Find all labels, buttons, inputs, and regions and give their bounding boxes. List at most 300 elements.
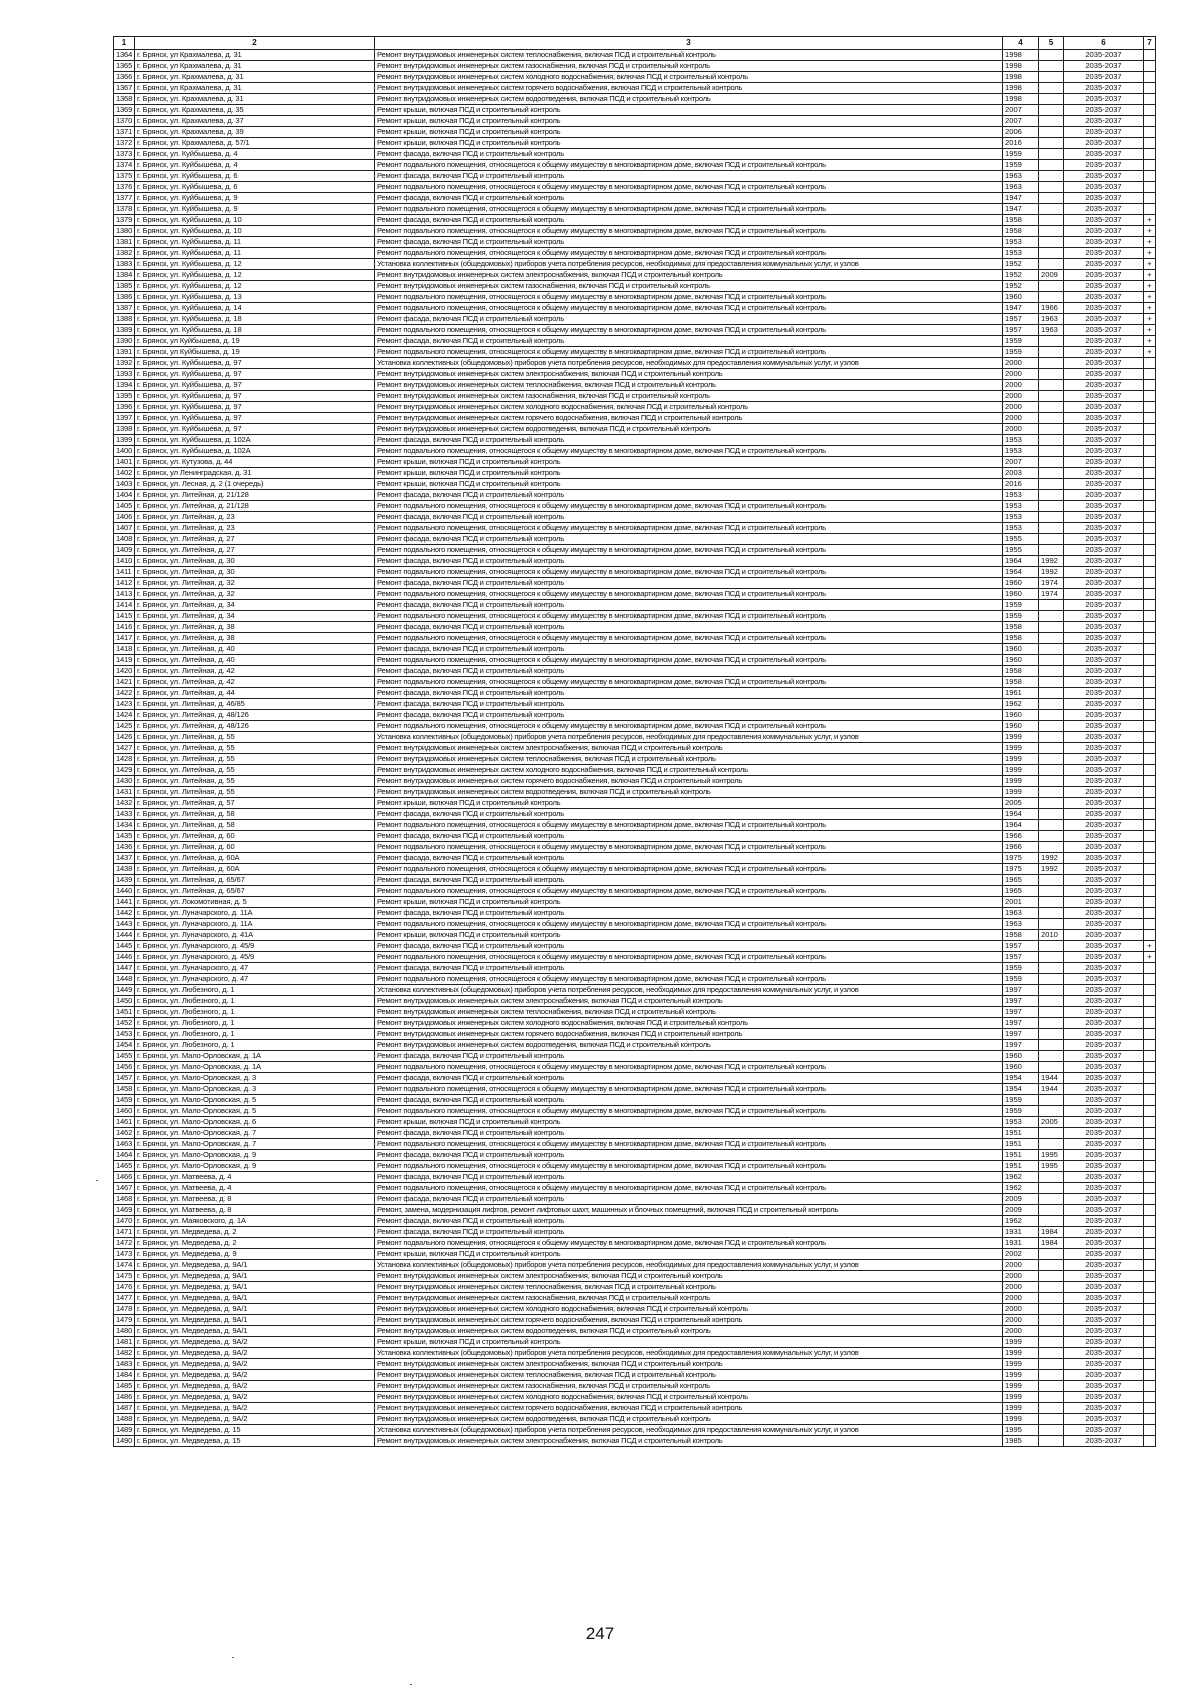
address-cell: г. Брянск, ул. Куйбышева, д. 97 [135, 380, 375, 391]
row-number-cell: 1485 [114, 1381, 135, 1392]
work-description-cell: Ремонт внутридомовых инженерных систем горячего водоснабжения, включая ПСД и строительный контроль [375, 1029, 1003, 1040]
table-row [114, 193, 1156, 204]
mark-cell [1144, 1315, 1156, 1326]
renovation-year-cell [1039, 655, 1064, 666]
address-cell: г. Брянск, ул. Литейная, д. 60 [135, 842, 375, 853]
renovation-year-cell [1039, 688, 1064, 699]
work-description-cell: Ремонт крыши, включая ПСД и строительный контроль [375, 1249, 1003, 1260]
row-number-cell: 1436 [114, 842, 135, 853]
address-cell: г. Брянск, ул. Куйбышева, д. 97 [135, 358, 375, 369]
planned-period-cell: 2035-2037 [1064, 1436, 1144, 1447]
renovation-year-cell [1039, 952, 1064, 963]
row-number-cell: 1462 [114, 1128, 135, 1139]
table-row [114, 1436, 1156, 1447]
address-cell: г. Брянск, ул. Литейная, д. 32 [135, 589, 375, 600]
address-cell: г. Брянск, ул. Куйбышева, д. 102А [135, 435, 375, 446]
work-description-cell: Ремонт фасада, включая ПСД и строительный контроль [375, 710, 1003, 721]
work-description-cell: Ремонт фасада, включая ПСД и строительный контроль [375, 578, 1003, 589]
build-year-cell: 1962 [1003, 1216, 1039, 1227]
build-year-cell: 1959 [1003, 160, 1039, 171]
address-cell: г. Брянск, ул. Медведева, д. 15 [135, 1425, 375, 1436]
work-description-cell: Ремонт внутридомовых инженерных систем холодного водоснабжения, включая ПСД и строительный контроль [375, 72, 1003, 83]
mark-cell [1144, 1238, 1156, 1249]
work-description-cell: Ремонт подвального помещения, относящегося к общему имуществу в многоквартирном доме, включая ПСД и строительный контроль [375, 820, 1003, 831]
planned-period-cell: 2035-2037 [1064, 61, 1144, 72]
build-year-cell: 2007 [1003, 457, 1039, 468]
planned-period-cell: 2035-2037 [1064, 369, 1144, 380]
mark-cell [1144, 732, 1156, 743]
row-number-cell: 1490 [114, 1436, 135, 1447]
work-description-cell: Ремонт подвального помещения, относящегося к общему имуществу в многоквартирном доме, включая ПСД и строительный контроль [375, 347, 1003, 358]
address-cell: г. Брянск, ул. Куйбышева, д. 6 [135, 182, 375, 193]
renovation-year-cell: 2010 [1039, 930, 1064, 941]
build-year-cell: 1947 [1003, 303, 1039, 314]
address-cell: г. Брянск, ул. Куйбышева, д. 12 [135, 270, 375, 281]
planned-period-cell: 2035-2037 [1064, 215, 1144, 226]
mark-cell [1144, 1007, 1156, 1018]
table-row [114, 556, 1156, 567]
build-year-cell: 1953 [1003, 248, 1039, 259]
work-description-cell: Ремонт фасада, включая ПСД и строительный контроль [375, 941, 1003, 952]
mark-cell: + [1144, 941, 1156, 952]
renovation-year-cell [1039, 369, 1064, 380]
address-cell: г. Брянск, ул. Любезного, д. 1 [135, 996, 375, 1007]
planned-period-cell: 2035-2037 [1064, 556, 1144, 567]
build-year-cell: 1953 [1003, 501, 1039, 512]
work-description-cell: Установка коллективных (общедомовых) приборов учета потребления ресурсов, необходимых для предоставления коммунальных услуг, и узлов [375, 1260, 1003, 1271]
renovation-year-cell: 1963 [1039, 325, 1064, 336]
renovation-year-cell: 1984 [1039, 1227, 1064, 1238]
table-row [114, 985, 1156, 996]
mark-cell [1144, 1370, 1156, 1381]
mark-cell [1144, 160, 1156, 171]
renovation-year-cell: 1992 [1039, 567, 1064, 578]
build-year-cell: 1964 [1003, 556, 1039, 567]
renovation-year-cell [1039, 1205, 1064, 1216]
address-cell: г. Брянск, ул. Маяковского, д. 1А [135, 1216, 375, 1227]
renovation-year-cell [1039, 1425, 1064, 1436]
mark-cell [1144, 1260, 1156, 1271]
build-year-cell: 2000 [1003, 391, 1039, 402]
mark-cell [1144, 1084, 1156, 1095]
row-number-cell: 1408 [114, 534, 135, 545]
table-row [114, 1315, 1156, 1326]
row-number-cell: 1456 [114, 1062, 135, 1073]
address-cell: г. Брянск, ул. Медведева, д. 9А/1 [135, 1260, 375, 1271]
table-row [114, 776, 1156, 787]
work-description-cell: Ремонт подвального помещения, относящегося к общему имуществу в многоквартирном доме, включая ПСД и строительный контроль [375, 974, 1003, 985]
work-description-cell: Ремонт фасада, включая ПСД и строительный контроль [375, 193, 1003, 204]
build-year-cell: 1960 [1003, 589, 1039, 600]
row-number-cell: 1413 [114, 589, 135, 600]
address-cell: г. Брянск, ул. Литейная, д. 55 [135, 787, 375, 798]
mark-cell [1144, 369, 1156, 380]
build-year-cell: 1962 [1003, 1183, 1039, 1194]
table-row [114, 1150, 1156, 1161]
address-cell: г. Брянск, ул. Литейная, д. 55 [135, 765, 375, 776]
planned-period-cell: 2035-2037 [1064, 413, 1144, 424]
address-cell: г. Брянск, ул. Куйбышева, д. 18 [135, 325, 375, 336]
row-number-cell: 1369 [114, 105, 135, 116]
mark-cell [1144, 1183, 1156, 1194]
build-year-cell: 1953 [1003, 446, 1039, 457]
mark-cell [1144, 1436, 1156, 1447]
table-row [114, 677, 1156, 688]
work-description-cell: Ремонт внутридомовых инженерных систем горячего водоснабжения, включая ПСД и строительный контроль [375, 776, 1003, 787]
row-number-cell: 1374 [114, 160, 135, 171]
work-description-cell: Ремонт фасада, включая ПСД и строительный контроль [375, 622, 1003, 633]
work-description-cell: Ремонт фасада, включая ПСД и строительный контроль [375, 512, 1003, 523]
row-number-cell: 1442 [114, 908, 135, 919]
row-number-cell: 1484 [114, 1370, 135, 1381]
row-number-cell: 1441 [114, 897, 135, 908]
mark-cell [1144, 611, 1156, 622]
work-description-cell: Ремонт внутридомовых инженерных систем газоснабжения, включая ПСД и строительный контроль [375, 1381, 1003, 1392]
address-cell: г. Брянск, ул. Луначарского, д. 11А [135, 919, 375, 930]
row-number-cell: 1378 [114, 204, 135, 215]
work-description-cell: Ремонт фасада, включая ПСД и строительный контроль [375, 215, 1003, 226]
renovation-year-cell [1039, 512, 1064, 523]
renovation-year-cell [1039, 83, 1064, 94]
mark-cell [1144, 787, 1156, 798]
address-cell: г. Брянск, ул. Мало-Орловская, д. 5 [135, 1106, 375, 1117]
mark-cell [1144, 776, 1156, 787]
table-row [114, 259, 1156, 270]
row-number-cell: 1449 [114, 985, 135, 996]
work-description-cell: Ремонт подвального помещения, относящегося к общему имуществу в многоквартирном доме, включая ПСД и строительный контроль [375, 919, 1003, 930]
work-description-cell: Ремонт внутридомовых инженерных систем электроснабжения, включая ПСД и строительный контроль [375, 1436, 1003, 1447]
address-cell: г. Брянск, ул. Куйбышева, д. 4 [135, 160, 375, 171]
mark-cell [1144, 1095, 1156, 1106]
mark-cell [1144, 413, 1156, 424]
table-row [114, 347, 1156, 358]
row-number-cell: 1380 [114, 226, 135, 237]
work-description-cell: Ремонт подвального помещения, относящегося к общему имуществу в многоквартирном доме, включая ПСД и строительный контроль [375, 1139, 1003, 1150]
row-number-cell: 1464 [114, 1150, 135, 1161]
mark-cell [1144, 897, 1156, 908]
mark-cell [1144, 1040, 1156, 1051]
row-number-cell: 1452 [114, 1018, 135, 1029]
work-description-cell: Ремонт внутридомовых инженерных систем газоснабжения, включая ПСД и строительный контроль [375, 391, 1003, 402]
row-number-cell: 1433 [114, 809, 135, 820]
planned-period-cell: 2035-2037 [1064, 226, 1144, 237]
planned-period-cell: 2035-2037 [1064, 941, 1144, 952]
row-number-cell: 1400 [114, 446, 135, 457]
work-description-cell: Ремонт подвального помещения, относящегося к общему имуществу в многоквартирном доме, включая ПСД и строительный контроль [375, 248, 1003, 259]
build-year-cell: 1999 [1003, 1370, 1039, 1381]
planned-period-cell: 2035-2037 [1064, 1040, 1144, 1051]
row-number-cell: 1430 [114, 776, 135, 787]
renovation-year-cell [1039, 963, 1064, 974]
renovation-year-cell [1039, 215, 1064, 226]
row-number-cell: 1438 [114, 864, 135, 875]
build-year-cell: 1951 [1003, 1128, 1039, 1139]
work-description-cell: Ремонт фасада, включая ПСД и строительный контроль [375, 1051, 1003, 1062]
row-number-cell: 1387 [114, 303, 135, 314]
row-number-cell: 1396 [114, 402, 135, 413]
mark-cell [1144, 1282, 1156, 1293]
mark-cell: + [1144, 292, 1156, 303]
table-row [114, 1425, 1156, 1436]
table-row [114, 743, 1156, 754]
row-number-cell: 1483 [114, 1359, 135, 1370]
table-row [114, 567, 1156, 578]
row-number-cell: 1425 [114, 721, 135, 732]
table-row [114, 1271, 1156, 1282]
work-description-cell: Ремонт подвального помещения, относящегося к общему имуществу в многоквартирном доме, включая ПСД и строительный контроль [375, 589, 1003, 600]
mark-cell [1144, 864, 1156, 875]
table-row [114, 1326, 1156, 1337]
table-row [114, 138, 1156, 149]
mark-cell [1144, 391, 1156, 402]
planned-period-cell: 2035-2037 [1064, 314, 1144, 325]
build-year-cell: 1961 [1003, 688, 1039, 699]
build-year-cell: 1959 [1003, 611, 1039, 622]
build-year-cell: 1951 [1003, 1150, 1039, 1161]
work-description-cell: Ремонт подвального помещения, относящегося к общему имуществу в многоквартирном доме, включая ПСД и строительный контроль [375, 567, 1003, 578]
address-cell: г. Брянск, ул. Медведева, д. 9А/2 [135, 1370, 375, 1381]
work-description-cell: Ремонт подвального помещения, относящегося к общему имуществу в многоквартирном доме, включая ПСД и строительный контроль [375, 160, 1003, 171]
table-row [114, 1029, 1156, 1040]
mark-cell [1144, 50, 1156, 61]
row-number-cell: 1445 [114, 941, 135, 952]
renovation-year-cell [1039, 908, 1064, 919]
table-row [114, 94, 1156, 105]
address-cell: г. Брянск, ул. Литейная, д. 60 [135, 831, 375, 842]
build-year-cell: 1997 [1003, 996, 1039, 1007]
row-number-cell: 1437 [114, 853, 135, 864]
row-number-cell: 1477 [114, 1293, 135, 1304]
table-row [114, 1139, 1156, 1150]
table-row [114, 1359, 1156, 1370]
planned-period-cell: 2035-2037 [1064, 1414, 1144, 1425]
address-cell: г. Брянск, ул. Литейная, д. 48/126 [135, 721, 375, 732]
table-row [114, 963, 1156, 974]
mark-cell [1144, 963, 1156, 974]
table-row [114, 1304, 1156, 1315]
work-description-cell: Ремонт внутридомовых инженерных систем горячего водоснабжения, включая ПСД и строительный контроль [375, 413, 1003, 424]
table-row [114, 1062, 1156, 1073]
table-row [114, 1194, 1156, 1205]
table-row [114, 589, 1156, 600]
renovation-year-cell [1039, 886, 1064, 897]
mark-cell [1144, 457, 1156, 468]
table-row [114, 1161, 1156, 1172]
planned-period-cell: 2035-2037 [1064, 1128, 1144, 1139]
address-cell: г. Брянск, ул. Литейная, д. 65/67 [135, 875, 375, 886]
address-cell: г. Брянск, ул. Куйбышева, д. 10 [135, 226, 375, 237]
planned-period-cell: 2035-2037 [1064, 1348, 1144, 1359]
renovation-year-cell: 2005 [1039, 1117, 1064, 1128]
build-year-cell: 1998 [1003, 61, 1039, 72]
build-year-cell: 1953 [1003, 1117, 1039, 1128]
build-year-cell: 2002 [1003, 1249, 1039, 1260]
work-description-cell: Ремонт фасада, включая ПСД и строительный контроль [375, 809, 1003, 820]
work-description-cell: Ремонт крыши, включая ПСД и строительный контроль [375, 1337, 1003, 1348]
row-number-cell: 1365 [114, 61, 135, 72]
build-year-cell: 1958 [1003, 666, 1039, 677]
row-number-cell: 1431 [114, 787, 135, 798]
work-description-cell: Ремонт внутридомовых инженерных систем водоотведения, включая ПСД и строительный контроль [375, 424, 1003, 435]
build-year-cell: 1959 [1003, 600, 1039, 611]
table-row [114, 1337, 1156, 1348]
build-year-cell: 1959 [1003, 963, 1039, 974]
build-year-cell: 2000 [1003, 1293, 1039, 1304]
planned-period-cell: 2035-2037 [1064, 468, 1144, 479]
row-number-cell: 1409 [114, 545, 135, 556]
work-description-cell: Ремонт крыши, включая ПСД и строительный контроль [375, 457, 1003, 468]
address-cell: г. Брянск, ул. Литейная, д. 57 [135, 798, 375, 809]
build-year-cell: 2000 [1003, 369, 1039, 380]
row-number-cell: 1476 [114, 1282, 135, 1293]
mark-cell [1144, 1117, 1156, 1128]
table-row [114, 490, 1156, 501]
row-number-cell: 1474 [114, 1260, 135, 1271]
row-number-cell: 1410 [114, 556, 135, 567]
renovation-year-cell [1039, 1139, 1064, 1150]
row-number-cell: 1455 [114, 1051, 135, 1062]
mark-cell [1144, 699, 1156, 710]
mark-cell [1144, 138, 1156, 149]
renovation-year-cell [1039, 204, 1064, 215]
renovation-year-cell [1039, 1381, 1064, 1392]
planned-period-cell: 2035-2037 [1064, 567, 1144, 578]
mark-cell [1144, 721, 1156, 732]
table-row [114, 809, 1156, 820]
renovation-year-cell [1039, 787, 1064, 798]
table-row [114, 578, 1156, 589]
table-row [114, 1205, 1156, 1216]
address-cell: г. Брянск, ул. Луначарского, д. 47 [135, 974, 375, 985]
build-year-cell: 1959 [1003, 347, 1039, 358]
renovation-year-cell [1039, 281, 1064, 292]
planned-period-cell: 2035-2037 [1064, 105, 1144, 116]
renovation-year-cell [1039, 985, 1064, 996]
planned-period-cell: 2035-2037 [1064, 666, 1144, 677]
table-row [114, 226, 1156, 237]
mark-cell [1144, 622, 1156, 633]
work-description-cell: Ремонт крыши, включая ПСД и строительный контроль [375, 479, 1003, 490]
renovation-year-cell [1039, 501, 1064, 512]
build-year-cell: 1958 [1003, 226, 1039, 237]
mark-cell: + [1144, 270, 1156, 281]
row-number-cell: 1457 [114, 1073, 135, 1084]
planned-period-cell: 2035-2037 [1064, 149, 1144, 160]
table-row [114, 1051, 1156, 1062]
build-year-cell: 1953 [1003, 237, 1039, 248]
build-year-cell: 1952 [1003, 281, 1039, 292]
work-description-cell: Ремонт фасада, включая ПСД и строительный контроль [375, 1095, 1003, 1106]
renovation-year-cell [1039, 721, 1064, 732]
build-year-cell: 1955 [1003, 545, 1039, 556]
planned-period-cell: 2035-2037 [1064, 50, 1144, 61]
mark-cell [1144, 809, 1156, 820]
table-row [114, 974, 1156, 985]
address-cell: г. Брянск, ул. Крахмалева, д. 31 [135, 94, 375, 105]
planned-period-cell: 2035-2037 [1064, 1370, 1144, 1381]
planned-period-cell: 2035-2037 [1064, 534, 1144, 545]
renovation-year-cell [1039, 633, 1064, 644]
work-description-cell: Ремонт внутридомовых инженерных систем водоотведения, включая ПСД и строительный контроль [375, 94, 1003, 105]
work-description-cell: Ремонт внутридомовых инженерных систем электроснабжения, включая ПСД и строительный контроль [375, 1271, 1003, 1282]
renovation-year-cell [1039, 259, 1064, 270]
mark-cell: + [1144, 303, 1156, 314]
row-number-cell: 1414 [114, 600, 135, 611]
work-description-cell: Ремонт фасада, включая ПСД и строительный контроль [375, 556, 1003, 567]
planned-period-cell: 2035-2037 [1064, 1326, 1144, 1337]
table-row [114, 875, 1156, 886]
address-cell: г. Брянск, ул. Мало-Орловская, д. 7 [135, 1128, 375, 1139]
build-year-cell: 1997 [1003, 985, 1039, 996]
mark-cell [1144, 567, 1156, 578]
mark-cell [1144, 1425, 1156, 1436]
build-year-cell: 1953 [1003, 435, 1039, 446]
work-description-cell: Ремонт внутридомовых инженерных систем теплоснабжения, включая ПСД и строительный контроль [375, 754, 1003, 765]
build-year-cell: 1947 [1003, 204, 1039, 215]
planned-period-cell: 2035-2037 [1064, 996, 1144, 1007]
build-year-cell: 1957 [1003, 314, 1039, 325]
build-year-cell: 1953 [1003, 490, 1039, 501]
renovation-year-cell [1039, 1414, 1064, 1425]
build-year-cell: 1999 [1003, 1359, 1039, 1370]
mark-cell [1144, 182, 1156, 193]
mark-cell [1144, 1304, 1156, 1315]
row-number-cell: 1472 [114, 1238, 135, 1249]
mark-cell [1144, 545, 1156, 556]
mark-cell [1144, 171, 1156, 182]
work-description-cell: Ремонт внутридомовых инженерных систем газоснабжения, включая ПСД и строительный контроль [375, 281, 1003, 292]
address-cell: г. Брянск, ул. Куйбышева, д. 97 [135, 402, 375, 413]
mark-cell [1144, 424, 1156, 435]
mark-cell [1144, 666, 1156, 677]
renovation-year-cell [1039, 424, 1064, 435]
table-row [114, 1095, 1156, 1106]
build-year-cell: 1931 [1003, 1227, 1039, 1238]
address-cell: г. Брянск, ул. Литейная, д. 42 [135, 666, 375, 677]
renovation-year-cell [1039, 1337, 1064, 1348]
build-year-cell: 1997 [1003, 1040, 1039, 1051]
renovation-year-cell [1039, 974, 1064, 985]
table-row [114, 699, 1156, 710]
planned-period-cell: 2035-2037 [1064, 501, 1144, 512]
mark-cell: + [1144, 325, 1156, 336]
renovation-year-cell [1039, 457, 1064, 468]
address-cell: г. Брянск, ул. Куйбышева, д. 12 [135, 259, 375, 270]
column-header-2: 2 [135, 37, 375, 50]
table-row [114, 105, 1156, 116]
address-cell: г. Брянск, ул. Луначарского, д. 45/9 [135, 952, 375, 963]
row-number-cell: 1473 [114, 1249, 135, 1260]
planned-period-cell: 2035-2037 [1064, 380, 1144, 391]
planned-period-cell: 2035-2037 [1064, 336, 1144, 347]
renovation-year-cell [1039, 138, 1064, 149]
row-number-cell: 1450 [114, 996, 135, 1007]
mark-cell [1144, 688, 1156, 699]
work-description-cell: Ремонт внутридомовых инженерных систем горячего водоснабжения, включая ПСД и строительный контроль [375, 1403, 1003, 1414]
planned-period-cell: 2035-2037 [1064, 281, 1144, 292]
build-year-cell: 2000 [1003, 402, 1039, 413]
work-description-cell: Ремонт подвального помещения, относящегося к общему имуществу в многоквартирном доме, включая ПСД и строительный контроль [375, 842, 1003, 853]
address-cell: г. Брянск, ул. Куйбышева, д. 14 [135, 303, 375, 314]
table-row [114, 50, 1156, 61]
mark-cell [1144, 842, 1156, 853]
build-year-cell: 1997 [1003, 1029, 1039, 1040]
address-cell: г. Брянск, ул. Литейная, д. 40 [135, 644, 375, 655]
renovation-year-cell: 1944 [1039, 1084, 1064, 1095]
renovation-year-cell [1039, 941, 1064, 952]
row-number-cell: 1480 [114, 1326, 135, 1337]
build-year-cell: 1999 [1003, 1337, 1039, 1348]
